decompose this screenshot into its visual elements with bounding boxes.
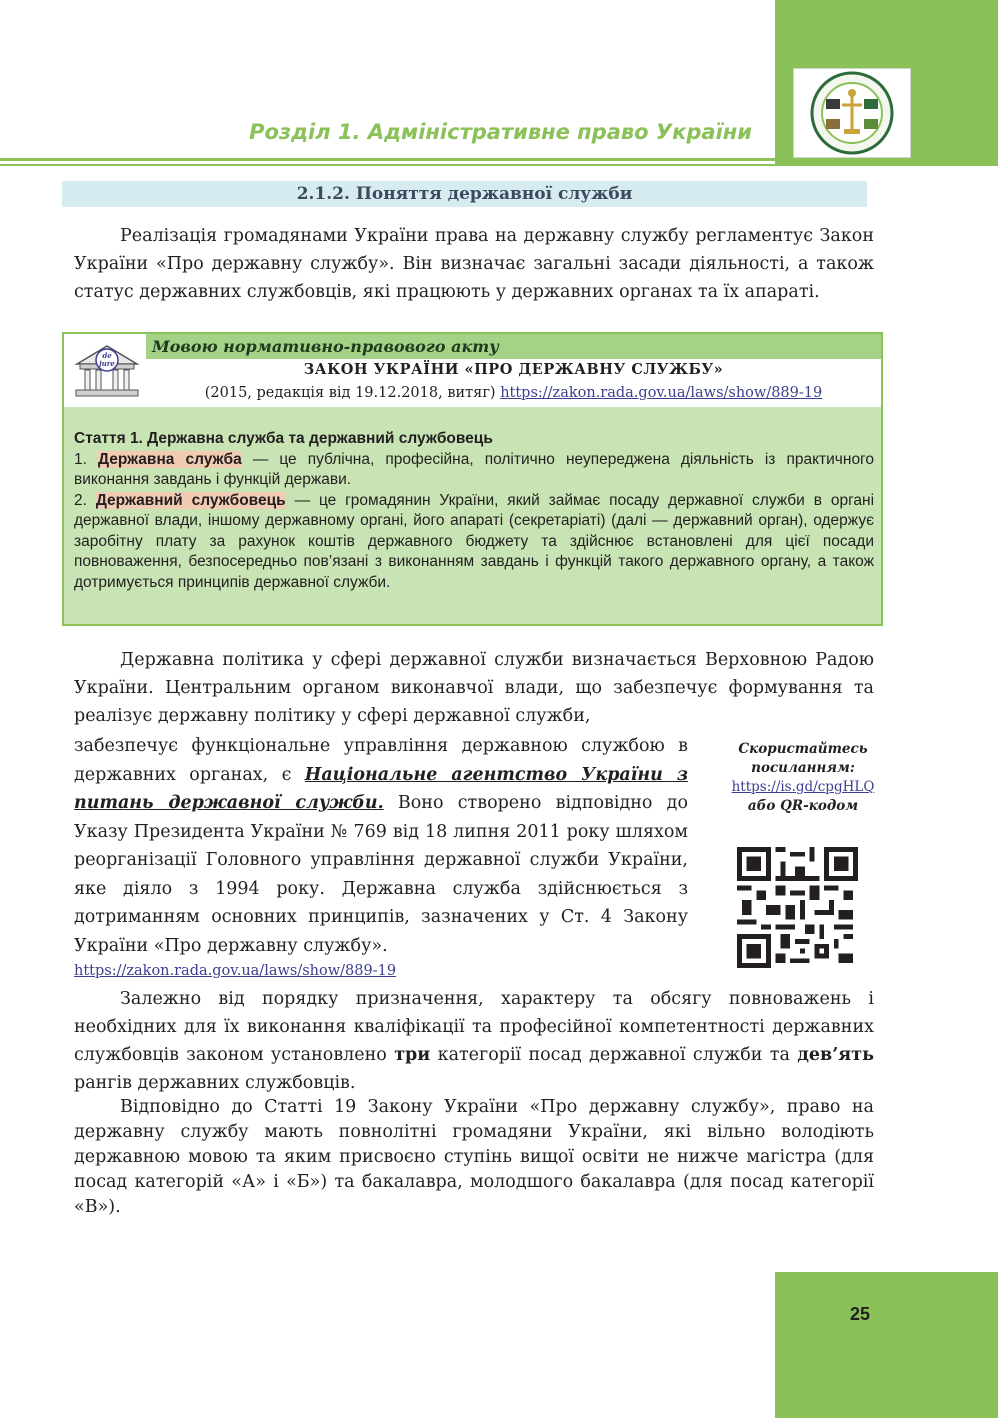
emblem-logo	[793, 68, 911, 158]
article-title: Стаття 1. Державна служба та державний службовець	[74, 430, 493, 447]
law-label: Мовою нормативно-правового акту	[146, 334, 881, 359]
article-item-1: 1. Державна служба — це публічна, професійна, політично неупереджена діяльність із практичного виконання завдань і функцій держави.	[74, 450, 874, 488]
agency-name: Національне агентство України з питань державної служби.	[74, 764, 688, 813]
law-link[interactable]: https://zakon.rada.gov.ua/laws/show/889-19	[500, 385, 823, 401]
bottom-right-green-block	[775, 1272, 998, 1418]
paragraph-eligibility: Відповідно до Статті 19 Закону України «Про державну службу», право на державну службу мають повнолітні громадяни України, які вільно володіють державною мовою та яким присвоєно ступінь вищої освіти не нижче магістра (для посад категорій «А» і «Б») та бакалавра, молодшого бакалавра (для посад категорії «В»).	[74, 1097, 874, 1217]
paragraph-policy: Державна політика у сфері державної служби визначається Верховною Радою України. Центральним органом виконавчої влади, що забезпечує формування та реалізує державну політику у сфері державної служби,	[74, 650, 874, 726]
qr-note: Скористайтесь посиланням: https://is.gd/cpgHLQ або QR-кодом	[731, 741, 875, 814]
de-jure-icon	[72, 340, 142, 400]
term-state-service: Державна служба	[98, 450, 242, 468]
paragraph-agency: забезпечує функціональне управління державною службою в державних органах, є Національне агентство України з питань державної служби. Воно створено відповідно до Указу Президента України № 769 від 18 липня 2011 року шляхом реорганізації Головного управління державної служби України, яке діяло з 1994 року. Державна служба здійснюється з дотриманням основних принципів, зазначених у Ст. 4 Закону України «Про державну службу». https://zakon.rada.gov.ua/laws/show/889-19	[74, 736, 688, 979]
chapter-title: Розділ 1. Адміністративне право України	[249, 120, 752, 144]
paragraph-intro: Реалізація громадянами України права на державну службу регламентує Закон України «Про державну службу». Він визначає загальні засади діяльності, а також статус державних службовців, які працюють у державних органах та їх апараті.	[74, 226, 874, 302]
page-number: 25	[850, 1304, 871, 1324]
header-rule	[0, 158, 775, 161]
law-meta: (2015, редакція від 19.12.2018, витяг) https://zakon.rada.gov.ua/laws/show/889-19	[204, 385, 823, 401]
de-jure-text-top: de	[102, 351, 112, 360]
de-jure-text-bottom: jure	[99, 359, 115, 368]
law-link-2[interactable]: https://zakon.rada.gov.ua/laws/show/889-19	[74, 963, 397, 979]
law-excerpt-box	[62, 332, 883, 626]
three-categories: три	[394, 1045, 431, 1065]
law-header	[64, 334, 881, 407]
article-item-2: 2. Державний службовець — це громадянин України, який займає посаду державної служби в органі державної влади, іншому державному органі, його апараті (секретаріаті) (далі — державний орган), одержує заробітну плату за рахунок коштів державного бюджету та здійснює встановлені для цієї посади повноваження, безпосередньо пов’язані з виконанням завдань і функцій такого державного органу, а також дотримується принципів державної служби.	[74, 491, 875, 591]
nine-ranks: дев’ять	[797, 1045, 874, 1065]
qr-code-icon[interactable]	[737, 847, 858, 968]
section-title: 2.1.2. Поняття державної служби	[62, 181, 867, 207]
header-rule-thin	[0, 164, 775, 166]
paragraph-categories: Залежно від порядку призначення, характеру та обсягу повноважень і необхідних для їх виконання кваліфікації та професійної компетентності державних службовців законом установлено три категорії посад державної служби та дев’ять рангів державних службовців.	[74, 989, 874, 1093]
law-body	[74, 429, 874, 593]
law-title: ЗАКОН УКРАЇНИ «ПРО ДЕРЖАВНУ СЛУЖБУ»	[303, 361, 724, 378]
term-civil-servant: Державний службовець	[95, 491, 286, 509]
short-link[interactable]: https://is.gd/cpgHLQ	[731, 779, 875, 795]
